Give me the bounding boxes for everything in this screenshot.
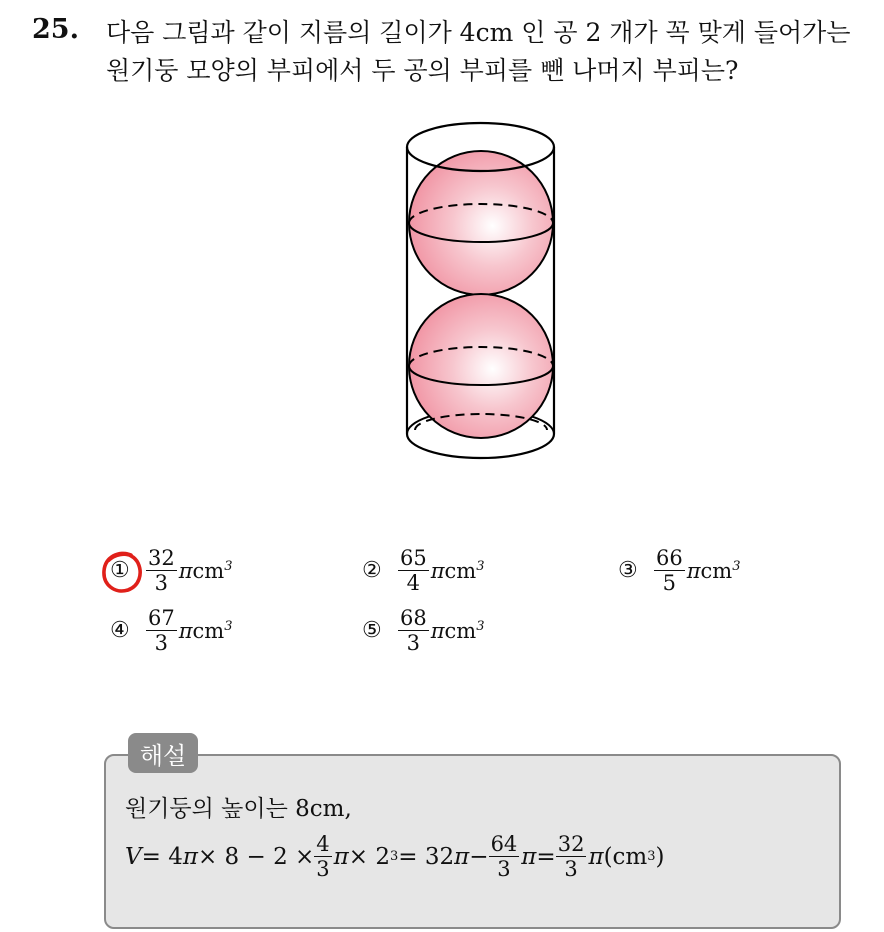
choice-2[interactable] bbox=[362, 546, 485, 595]
choice-5[interactable] bbox=[362, 606, 485, 655]
choice-fraction: $\frac{67}{3}$ bbox=[148, 606, 175, 655]
explanation-line-1: 원기둥의 높이는 8cm, bbox=[125, 796, 352, 822]
choice-3[interactable] bbox=[618, 546, 741, 595]
choice-unit: πcm$^3$ bbox=[430, 618, 485, 643]
choice-fraction: $\frac{68}{3}$ bbox=[400, 606, 427, 655]
answer-mark-circle-icon bbox=[101, 549, 145, 597]
choice-fraction: $\frac{32}{3}$ bbox=[148, 546, 175, 595]
question-line-2: 원기둥 모양의 부피에서 두 공의 부피를 뺀 나머지 부피는? bbox=[106, 56, 739, 85]
choice-unit: πcm$^3$ bbox=[686, 558, 741, 583]
explanation-tab: 해설 bbox=[128, 733, 198, 773]
fraction-4-3: $\frac{4}{3}$ bbox=[316, 832, 330, 881]
choice-number: ⑤ bbox=[362, 618, 382, 643]
choice-fraction: $\frac{65}{4}$ bbox=[400, 546, 427, 595]
explanation-equation: V = 4 π × 8 − 2 × $\frac{4}{3}$ π × 2 3 = 32 π − $\frac{64}{3}$ π = $\frac{32}{3}$ π (cm 3 ) bbox=[125, 832, 665, 881]
choice-number: ③ bbox=[618, 558, 638, 583]
choice-number: ② bbox=[362, 558, 382, 583]
upper-sphere bbox=[409, 151, 553, 295]
choice-number: ④ bbox=[110, 618, 130, 643]
choice-4[interactable] bbox=[110, 606, 233, 655]
lower-sphere bbox=[409, 294, 553, 438]
question-number: 25. bbox=[32, 14, 79, 45]
choice-fraction: $\frac{66}{5}$ bbox=[656, 546, 683, 595]
question-line-1: 다음 그림과 같이 지름의 길이가 4cm 인 공 2 개가 꼭 맞게 들어가는 bbox=[106, 18, 851, 47]
choice-unit: πcm$^3$ bbox=[430, 558, 485, 583]
choice-unit: πcm$^3$ bbox=[178, 618, 233, 643]
choice-unit: πcm$^3$ bbox=[178, 558, 233, 583]
question-text bbox=[106, 14, 866, 90]
cylinder-with-spheres-figure bbox=[380, 110, 560, 480]
fraction-32-3: $\frac{32}{3}$ bbox=[557, 832, 585, 881]
choice-number: ① bbox=[110, 558, 130, 583]
fraction-64-3: $\frac{64}{3}$ bbox=[490, 832, 518, 881]
